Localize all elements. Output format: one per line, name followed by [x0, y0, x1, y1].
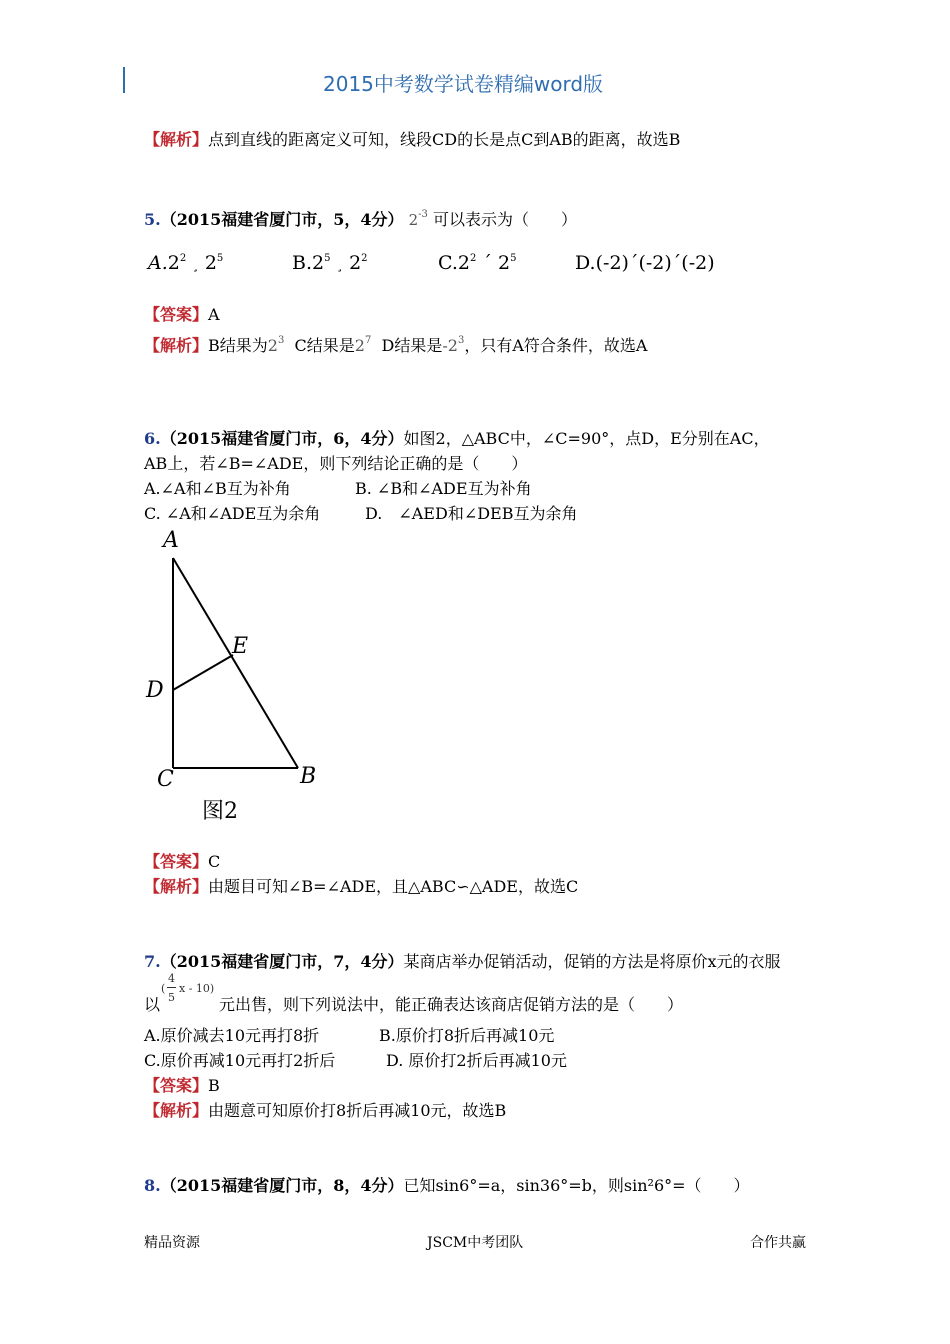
question-source: （2015福建省厦门市，8，4分） — [160, 1176, 404, 1195]
q5-answer — [144, 302, 220, 325]
q5-option-b — [292, 252, 368, 274]
question-number: 7. — [144, 952, 161, 971]
segment-ab — [173, 558, 298, 768]
q6-option-c: C. ∠A和∠ADE互为余角 — [144, 504, 321, 523]
q6-stem-line2: AB上，若∠B=∠ADE，则下列结论正确的是（ ） — [144, 454, 528, 473]
answer-label: 【答案】 — [144, 1076, 209, 1095]
base: -2 — [442, 336, 458, 355]
q7-stem-line1 — [144, 949, 781, 972]
base: 2 — [312, 252, 325, 274]
q6-option-a: A.∠A和∠B互为补角 — [144, 479, 291, 498]
question-number: 8. — [144, 1176, 161, 1195]
question-source: （2015福建省厦门市，7，4分） — [160, 952, 404, 971]
analysis-text: C结果是 — [294, 336, 355, 355]
figure-2-triangle — [140, 525, 340, 830]
option-text: (-2)´(-2)´(-2) — [595, 252, 715, 274]
q7-option-d: D. 原价打2折后再减10元 — [386, 1051, 567, 1070]
answer-value: A — [208, 305, 220, 324]
operator: ¸ — [336, 258, 344, 273]
q6-option-d: D. ∠AED和∠DEB互为余角 — [365, 504, 578, 523]
exponent: 5 — [324, 253, 331, 264]
q5-option-a — [148, 252, 223, 274]
analysis-label: 【解析】 — [144, 130, 209, 149]
q7-option-b: B.原价打8折后再减10元 — [379, 1026, 555, 1045]
analysis-label: 【解析】 — [144, 336, 209, 355]
answer-value: C — [208, 852, 221, 871]
analysis-text: 由题意可知原价打8折后再减10元，故选B — [208, 1101, 507, 1120]
segment-de — [173, 655, 233, 690]
base: 2 — [349, 252, 362, 274]
base: 2 — [457, 252, 470, 274]
fraction-bar — [167, 987, 176, 988]
footer-center: JSCM中考团队 — [427, 1235, 524, 1251]
footer-right: 合作共赢 — [750, 1235, 806, 1251]
q6-analysis — [144, 874, 578, 897]
exponent: 2 — [361, 253, 368, 264]
question-number: 5. — [144, 210, 161, 229]
option-label: C. — [438, 252, 458, 274]
stem-text: 已知sin6°=a，sin36°=b，则sin²6°=（ ） — [403, 1176, 750, 1195]
q8-stem — [144, 1173, 750, 1196]
base: 2 — [354, 336, 365, 355]
exponent: 2 — [470, 253, 477, 264]
stem-text: 如图2，△ABC中，∠C=90°，点D，E分别在AC， — [403, 429, 770, 448]
option-label: A. — [148, 252, 168, 274]
operator: ¸ — [192, 258, 199, 273]
paren-open: ( — [161, 982, 166, 995]
analysis-label: 【解析】 — [144, 1101, 209, 1120]
q4-analysis — [144, 127, 680, 150]
exponent: 2 — [179, 253, 187, 264]
expr-base: 2 — [408, 211, 419, 229]
question-source: （2015福建省厦门市，6，4分） — [160, 429, 404, 448]
exponent: 7 — [364, 335, 372, 346]
q7-analysis — [144, 1098, 506, 1121]
answer-label: 【答案】 — [144, 852, 209, 871]
base: 2 — [204, 252, 217, 274]
label-a: A — [163, 528, 179, 553]
footer-left: 精品资源 — [144, 1235, 200, 1251]
label-d: D — [146, 678, 164, 703]
exponent: 3 — [457, 335, 465, 346]
question-number: 6. — [144, 429, 161, 448]
q5-stem — [144, 207, 577, 230]
fraction-numerator: 4 — [168, 972, 175, 985]
analysis-text: 点到直线的距离定义可知，线段CD的长是点C到AB的距离，故选B — [208, 130, 681, 149]
base: 2 — [167, 252, 180, 274]
exponent: 5 — [216, 253, 224, 264]
option-label: D. — [575, 252, 596, 274]
analysis-text: D结果是 — [381, 336, 443, 355]
q7-option-a: A.原价减去10元再打8折 — [144, 1026, 320, 1045]
label-b: B — [300, 764, 317, 789]
question-source: （2015福建省厦门市，5，4分） — [160, 210, 404, 229]
q6-answer — [144, 849, 220, 872]
label-e: E — [232, 634, 249, 659]
stem-text: 可以表示为（ ） — [433, 210, 578, 229]
stem-text: 以 — [144, 995, 161, 1014]
exponent: 3 — [277, 335, 285, 346]
label-c: C — [157, 767, 174, 792]
answer-label: 【答案】 — [144, 305, 209, 324]
q7-option-c: C.原价再减10元再打2折后 — [144, 1051, 336, 1070]
operator: ´ — [482, 252, 492, 274]
q6-stem-line1 — [144, 426, 770, 449]
analysis-text: B结果为 — [208, 336, 268, 355]
q7-answer — [144, 1073, 220, 1096]
analysis-text: ，只有A符合条件，故选A — [464, 336, 648, 355]
figure-caption: 图2 — [202, 799, 238, 824]
q6-option-b: B. ∠B和∠ADE互为补角 — [355, 479, 532, 498]
fraction-denominator: 5 — [168, 991, 175, 1004]
q5-analysis — [144, 333, 647, 356]
page-title: 2015中考数学试卷精编word版 — [323, 72, 604, 96]
q5-option-c — [438, 252, 516, 274]
q7-stem-line2 — [144, 992, 160, 1015]
exponent: 5 — [510, 253, 517, 264]
analysis-text: 由题目可知∠B=∠ADE，且△ABC∽△ADE，故选C — [208, 877, 579, 896]
stem-text: 某商店举办促销活动，促销的方法是将原价x元的衣服 — [403, 952, 781, 971]
q5-option-d — [575, 252, 715, 274]
q7-stem-line2-rest: 元出售，则下列说法中，能正确表达该商店促销方法的是（ ） — [219, 995, 684, 1014]
expr-exponent: -3 — [418, 209, 428, 220]
answer-value: B — [208, 1076, 220, 1095]
analysis-label: 【解析】 — [144, 877, 209, 896]
expression-tail: x - 10) — [179, 982, 215, 995]
base: 2 — [497, 252, 511, 274]
option-label: B. — [292, 252, 313, 274]
header-bar — [123, 67, 125, 93]
base: 2 — [267, 336, 278, 355]
